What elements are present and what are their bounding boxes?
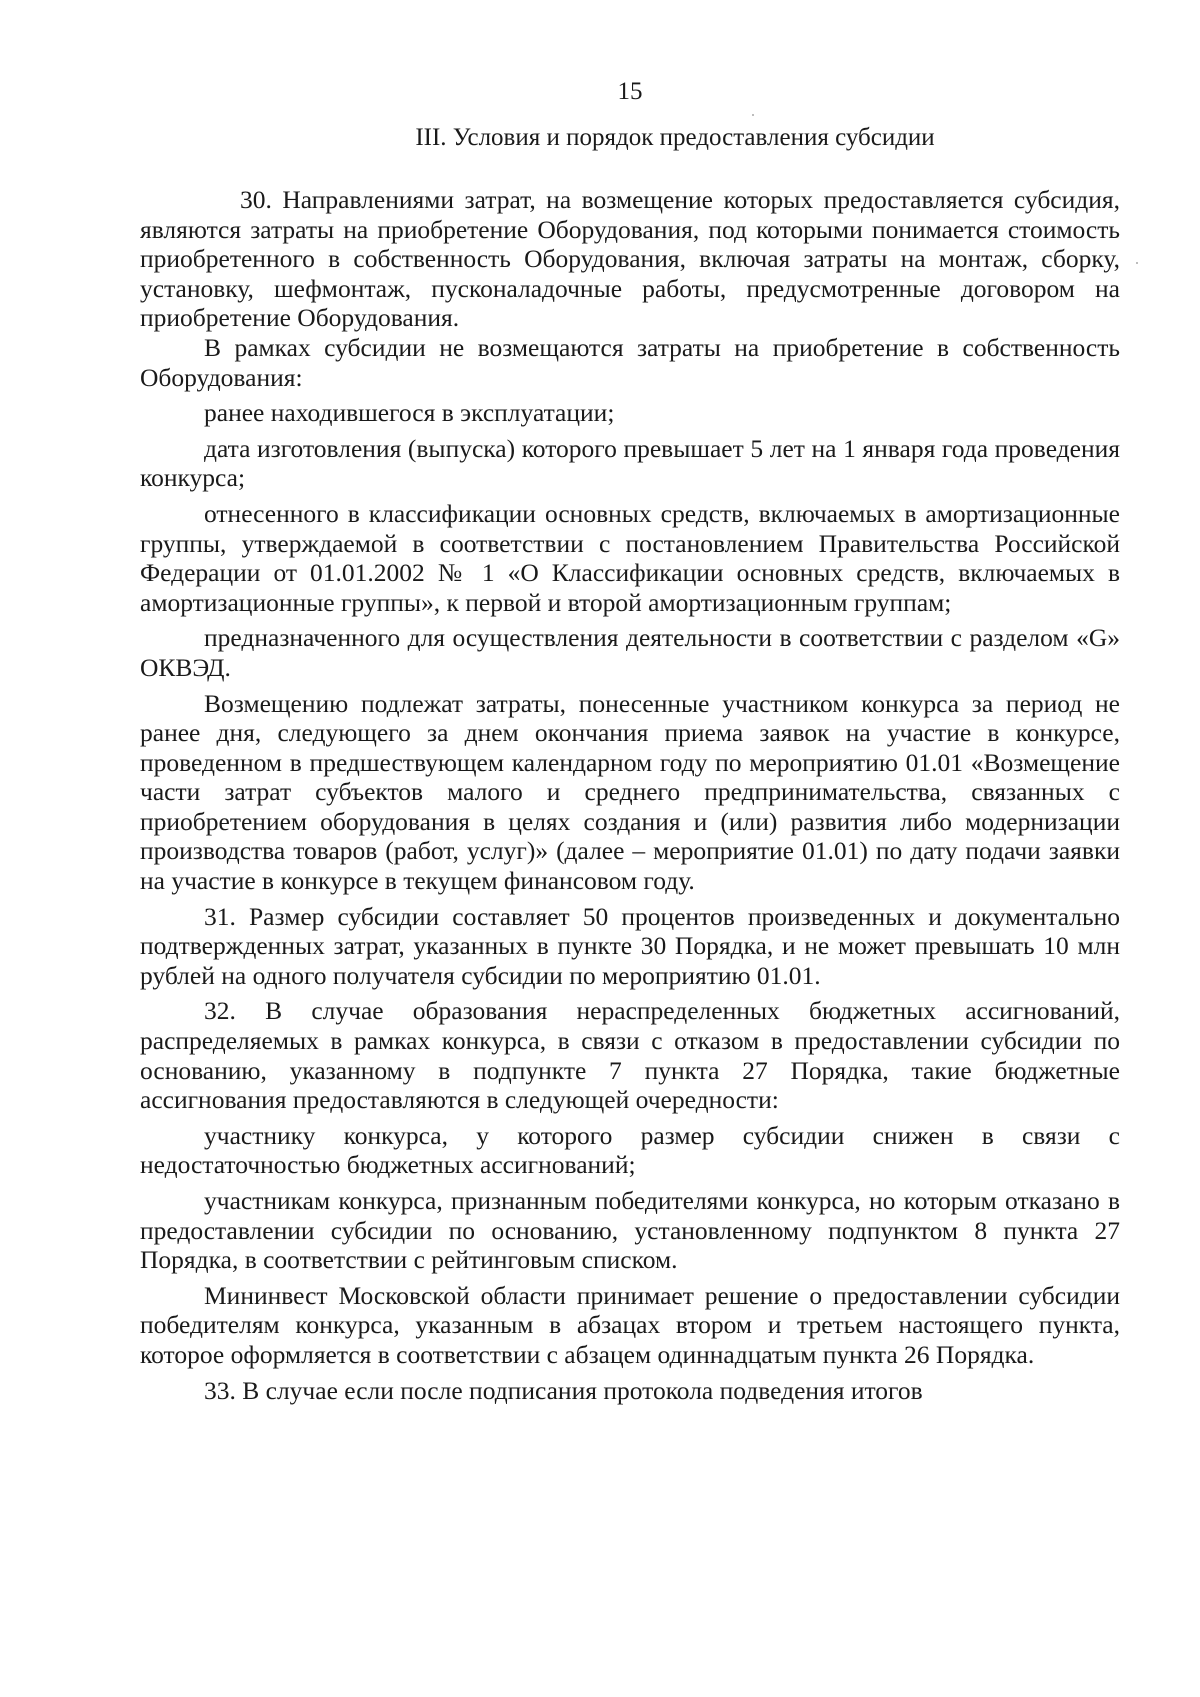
scan-speck xyxy=(1136,262,1138,264)
list-item: дата изготовления (выпуска) которого превышает 5 лет на 1 января года проведения конкурса; xyxy=(140,433,1120,493)
paragraph: Возмещению подлежат затраты, понесенные участником конкурса за период не ранее дня, следующего за днем окончания приема заявок на участие в конкурсе, проведенном в предшествующем календарном году по мероприятию 01.01 «Возмещение части затрат субъектов малого и среднего предпринимательства, связанных с приобретением оборудования в целях создания и (или) развития либо модернизации производства товаров (работ, услуг)» (далее – мероприятие 01.01) по дату подачи заявки на участие в конкурсе в текущем финансовом году. xyxy=(140,688,1120,896)
scan-speck xyxy=(752,114,754,116)
list-item: ранее находившегося в эксплуатации; xyxy=(204,398,615,428)
paragraph-33: 33. В случае если после подписания протокола подведения итогов xyxy=(204,1375,923,1405)
list-item: предназначенного для осуществления деятельности в соответствии с разделом «G» ОКВЭД. xyxy=(140,623,1120,682)
document-body xyxy=(140,185,1120,1405)
paragraph: В рамках субсидии не возмещаются затраты на приобретение в собственность Оборудования: xyxy=(140,332,1120,392)
list-item: участникам конкурса, признанным победителями конкурса, но которым отказано в предоставлении субсидии по основанию, установленному подпунктом 8 пункта 27 Порядка, в соответствии с рейтинговым списком. xyxy=(140,1186,1120,1275)
paragraph: Мининвест Московской области принимает решение о предоставлении субсидии победителям конкурса, указанным в абзацах втором и третьем настоящего пункта, которое оформляется в соответствии с абзацем одиннадцатым пункта 26 Порядка. xyxy=(140,1280,1120,1369)
page-number: 15 xyxy=(617,78,643,105)
section-title: III. Условия и порядок предоставления субсидии xyxy=(415,124,935,151)
list-item: участнику конкурса, у которого размер субсидии снижен в связи с недостаточностью бюджетных ассигнований; xyxy=(140,1120,1120,1180)
paragraph-32: 32. В случае образования нераспределенных бюджетных ассигнований, распределяемых в рамках конкурса, в связи с отказом в предоставлении субсидии по основанию, указанному в подпункте 7 пункта 27 Порядка, такие бюджетные ассигнования предоставляются в следующей очередности: xyxy=(140,996,1120,1115)
list-item: отнесенного в классификации основных средств, включаемых в амортизационные группы, утверждаемой в соответствии с постановлением Правительства Российской Федерации от 01.01.2002 № 1 «О Классификации основных средств, включаемых в амортизационные группы», к первой и второй амортизационным группам; xyxy=(140,498,1120,617)
paragraph-31: 31. Размер субсидии составляет 50 процентов произведенных и документально подтвержденных затрат, указанных в пункте 30 Порядка, и не может превышать 10 млн рублей на одного получателя субсидии по мероприятию 01.01. xyxy=(140,901,1120,990)
paragraph-30: 30. Направлениями затрат, на возмещение которых предоставляется субсидия, являются затраты на приобретение Оборудования, под которыми понимается стоимость приобретенного в собственность Оборудования, включая затраты на монтаж, сборку, установку, шефмонтаж, пусконаладочные работы, предусмотренные договором на приобретение Оборудования. xyxy=(140,185,1120,333)
